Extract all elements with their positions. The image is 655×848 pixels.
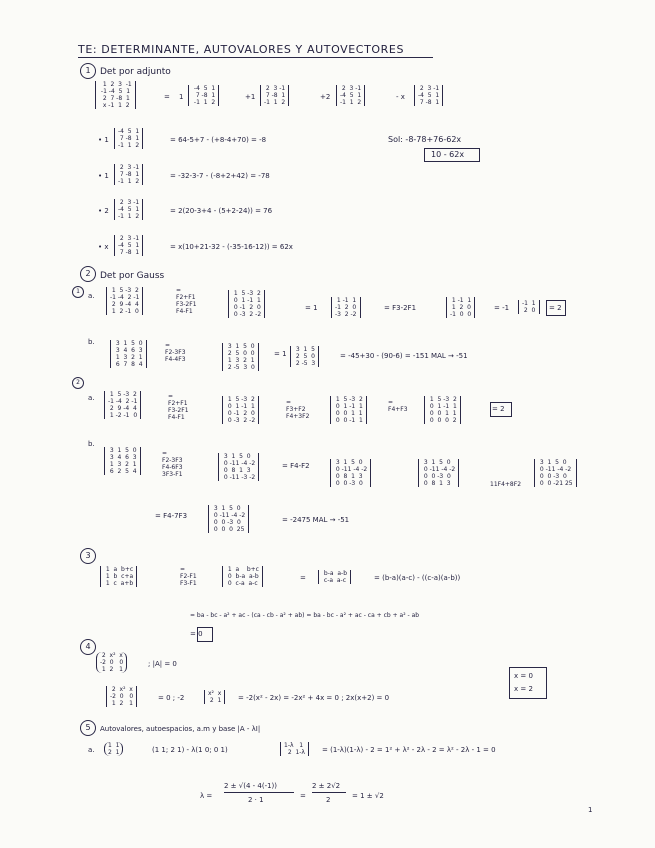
s4-step2: = -2(x² - 2x) = -2x² + 4x = 0 ; 2x(x+2) = 0 <box>238 694 390 702</box>
s1-plus2: +2 <box>320 93 331 101</box>
s2-d-matrix3: 3 1 5 0 0 -11 -4 -2 0 8 1 3 0 0 -3 0 <box>330 459 371 487</box>
s5-a-result: = (1-λ)(1-λ) - 2 = 1² + λ² - 2λ - 2 = λ² - 2λ - 1 = 0 <box>322 746 496 754</box>
s1-minus-x: - x <box>396 93 405 101</box>
page-title: TE: DETERMINANTE, AUTOVALORES Y AUTOVECTORES <box>78 43 405 56</box>
s2-c-matrix4: 1 5 -3 2 0 1 -1 1 0 0 1 1 0 0 0 2 <box>424 396 461 424</box>
s3-final-box <box>197 627 213 642</box>
s3-final: = 0 <box>190 630 203 638</box>
s1-minor-b: 2 3 -1 7 -8 1 -1 1 2 <box>260 85 289 106</box>
s2-a-op2: = F3-2F1 <box>384 304 417 312</box>
s2-d-matrix2: 3 1 5 0 0 -11 -4 -2 0 8 1 3 0 -11 -3 -2 <box>218 453 259 481</box>
s1-minor-a: -4 5 1 7 -8 1 -1 1 2 <box>188 85 219 106</box>
s2-d-op5: = F4-7F3 <box>155 512 188 520</box>
s2-c-matrix3: 1 5 -3 2 0 1 -1 1 0 0 1 1 0 0 -1 1 <box>330 396 367 424</box>
s3-ops: = F2-F1 F3-F1 <box>180 566 197 587</box>
s4-condition: ; |A| = 0 <box>148 660 177 668</box>
s5-frac2-num: 2 ± 2√2 <box>312 782 341 790</box>
s2-b-matrix2: 3 1 5 0 2 5 0 0 1 3 2 1 2 -5 3 0 <box>222 343 259 371</box>
s2-c-answer-box <box>490 402 512 417</box>
s5-eq-mid: = <box>300 792 306 800</box>
s3-matrix2: 1 a b+c 0 b-a a-b 0 c-a a-c <box>222 566 263 587</box>
section5-heading: Autovalores, autoespacios, a.m y base |A - λI| <box>100 725 261 733</box>
s4-solution-1: x = 0 <box>514 672 533 680</box>
s1-minor-d: 2 3 -1 -4 5 1 7 -8 1 <box>414 85 443 106</box>
s2-d-matrix5: 3 1 5 0 0 -11 -4 -2 0 0 -3 0 0 0 -21 25 <box>534 459 577 487</box>
s2-a-label: a. <box>88 292 95 300</box>
s3-result1: = (b-a)(a-c) - ((c-a)(a-b)) <box>374 574 461 582</box>
s2-a-answer-box <box>546 300 566 316</box>
s2-c-answer: = 2 <box>492 405 505 413</box>
s2-a-matrix2: 1 5 -3 2 0 1 -1 1 0 -1 2 0 0 -3 2 -2 <box>228 290 265 318</box>
s3-result2: = ba - bc - a² + ac - (ca - cb - a² + ab) = ba - bc - a² + ac - ca + cb + a² - ab <box>190 612 420 619</box>
s1-line3-result: = 2(20-3+4 - (5+2-24)) = 76 <box>170 207 273 215</box>
s2-a-matrix3: 1 -1 1 -1 2 0 -3 2 -2 <box>331 297 361 318</box>
s2-a-answer: = 2 <box>549 304 562 312</box>
s2-a-eq2: = -1 <box>494 304 510 312</box>
s2-c-matrix1: 1 5 -3 2 -1 -4 2 -1 2 9 -4 4 1 -2 -1 0 <box>104 391 141 419</box>
s3-matrix1: 1 a b+c 1 b c+a 1 c a+b <box>100 566 137 587</box>
s2-d-op4: 11F4+8F2 <box>490 481 522 488</box>
section2-heading: Det por Gauss <box>100 271 165 281</box>
s3-eq: = <box>300 574 306 582</box>
page-number: 1 <box>588 806 593 814</box>
s2-d-matrix1: 3 1 5 0 3 4 6 3 1 3 2 1 6 2 5 4 <box>104 447 141 475</box>
s4-step1: = 0 ; -2 <box>158 694 185 702</box>
s2-part2-marker: 2 <box>72 377 84 389</box>
s5-a-det: 1-λ 1 2 1-λ <box>280 742 309 756</box>
section-number-1: 1 <box>80 63 96 79</box>
section1-heading: Det por adjunto <box>100 67 171 77</box>
s2-b-result: = -45+30 - (90-6) = -151 MAL → -51 <box>340 352 468 360</box>
s2-c-ops2: = F3+F2 F4+3F2 <box>286 399 310 420</box>
s5-frac2-den: 2 <box>326 796 331 804</box>
s5-frac2-bar <box>312 792 346 793</box>
s1-line1-label: • 1 <box>98 136 109 144</box>
s1-solution-boxed: 10 - 62x <box>431 150 465 159</box>
s1-line4-minor: 2 3 -1 -4 5 1 7 -8 1 <box>114 235 143 256</box>
s1-solution-text: Sol: -8-78+76-62x <box>388 135 462 144</box>
s1-line2-minor: 2 3 -1 7 -8 1 -1 1 2 <box>114 164 143 185</box>
s5-a-expr: (1 1; 2 1) - λ(1 0; 0 1) <box>152 746 228 754</box>
s2-c-label: a. <box>88 394 95 402</box>
s2-a-matrix1: 1 5 -3 2 -1 -4 2 -1 2 9 -4 4 1 2 -1 0 <box>106 287 143 315</box>
s4-det-matrix: 2 x² x -2 0 0 1 2 1 <box>106 686 137 707</box>
s2-d-result: = -2475 MAL → -51 <box>282 516 350 524</box>
s5-a-label: a. <box>88 746 95 754</box>
s2-d-ops1: = F2-3F3 F4-6F3 3F3-F1 <box>162 450 183 478</box>
s5-frac1-num: 2 ± √(4 - 4(-1)) <box>224 782 278 790</box>
s2-d-matrix4: 3 1 5 0 0 -11 -4 -2 0 0 -3 0 0 8 1 3 <box>418 459 459 487</box>
s4-solution-2: x = 2 <box>514 685 533 693</box>
s1-line1-result: = 64-5+7 - (+8-4+70) = -8 <box>170 136 267 144</box>
title-underline <box>78 57 433 58</box>
section-number-5: 5 <box>80 720 96 736</box>
s2-b-eq: = 1 <box>274 350 287 358</box>
s1-main-matrix: 1 2 3 -1 -1 -4 5 1 2 7 -8 1 x -1 1 2 <box>95 81 136 109</box>
s1-line3-minor: 2 3 -1 -4 5 1 -1 1 2 <box>114 199 143 220</box>
s4-solution-box <box>509 667 547 699</box>
s5-frac1-den: 2 · 1 <box>248 796 264 804</box>
s2-c-ops3: = F4+F3 <box>388 399 408 413</box>
s3-matrix3: b-a a-b c-a a-c <box>318 570 351 584</box>
s2-b-matrix3: 3 1 5 2 5 0 2 -5 3 <box>290 346 319 367</box>
s1-line3-label: • 2 <box>98 207 109 215</box>
s5-lambda-final: = 1 ± √2 <box>352 792 384 800</box>
s5-a-matrix: 1 1 2 1 <box>104 742 123 756</box>
s2-c-matrix2: 1 5 -3 2 0 1 -1 1 0 -1 2 0 0 -3 2 -2 <box>222 396 259 424</box>
s2-a-ops1: = F2+F1 F3-2F1 F4-F1 <box>176 287 197 315</box>
s2-part1-marker: 1 <box>72 286 84 298</box>
s4-matrix: 2 x² x -2 0 0 1 2 1 <box>96 652 127 673</box>
section-number-3: 3 <box>80 548 96 564</box>
s2-c-ops1: = F2+F1 F3-2F1 F4-F1 <box>168 393 189 421</box>
s2-b-label: b. <box>88 338 95 346</box>
s2-d-op2: = F4-F2 <box>282 462 310 470</box>
s2-b-matrix1: 3 1 5 0 3 4 6 3 1 3 2 1 6 7 8 4 <box>110 340 147 368</box>
s2-d-label: b. <box>88 440 95 448</box>
s2-a-matrix4: 1 -1 1 1 2 0 -1 0 0 <box>446 297 475 318</box>
s1-line2-label: • 1 <box>98 172 109 180</box>
section-number-2: 2 <box>80 266 96 282</box>
s1-line1-minor: -4 5 1 7 -8 1 -1 1 2 <box>114 128 143 149</box>
s2-a-eq1: = 1 <box>305 304 318 312</box>
s1-solution-box <box>424 148 480 162</box>
s1-eq: = <box>164 93 170 101</box>
s5-frac1-bar <box>224 792 294 793</box>
s2-b-ops: = F2-3F3 F4-4F3 <box>165 342 186 363</box>
s1-minor-c: 2 3 -1 -4 5 1 -1 1 2 <box>336 85 365 106</box>
section-number-4: 4 <box>80 639 96 655</box>
s2-d-matrix6: 3 1 5 0 0 -11 -4 -2 0 0 -3 0 0 0 0 25 <box>208 505 249 533</box>
s1-line2-result: = -32-3-7 - (-8+2+42) = -78 <box>170 172 270 180</box>
s1-line4-result: = x(10+21-32 - (-35-16-12)) = 62x <box>170 243 293 251</box>
s1-line4-label: • x <box>98 243 109 251</box>
s1-coef-a: 1 <box>179 93 184 101</box>
s2-a-matrix5: -1 1 2 0 <box>518 300 540 314</box>
s1-plus1: +1 <box>245 93 256 101</box>
s5-lambda-prefix: λ = <box>200 792 213 800</box>
s4-minor: x² x 2 1 <box>204 690 225 704</box>
